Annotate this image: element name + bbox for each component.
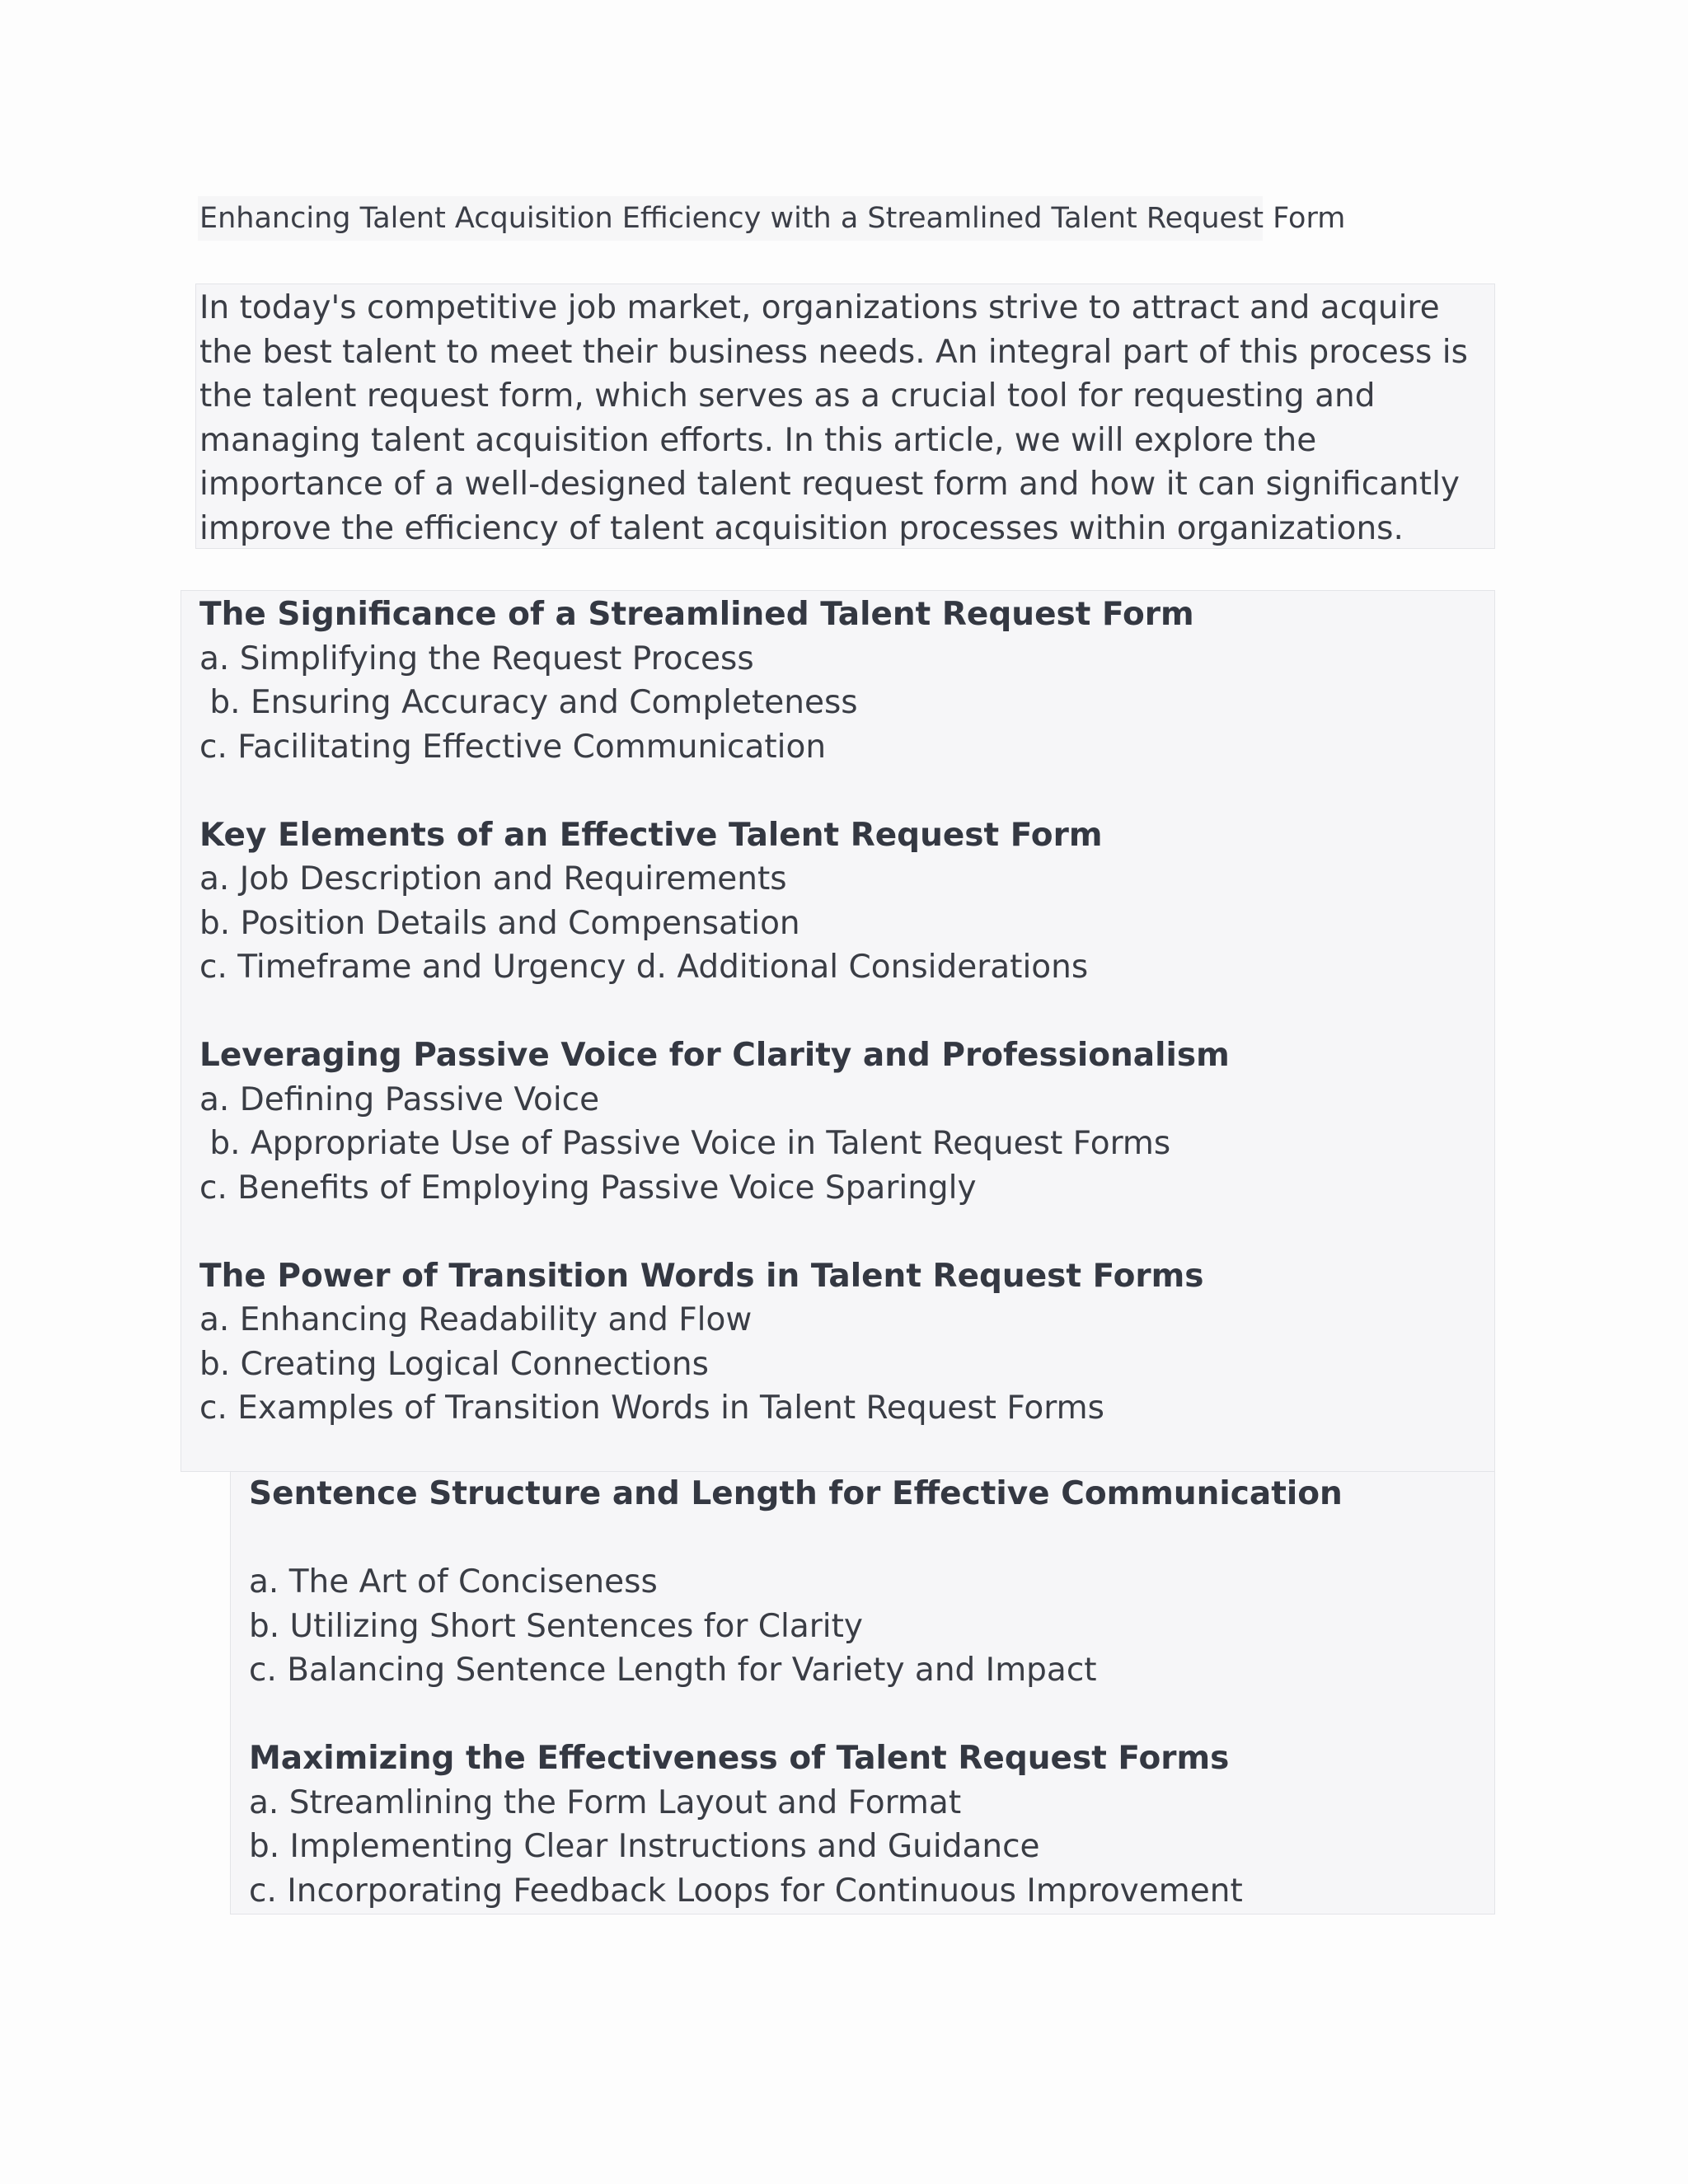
- section-item: a. Job Description and Requirements: [199, 860, 787, 898]
- section-item: a. Simplifying the Request Process: [199, 640, 754, 677]
- section-item: c. Benefits of Employing Passive Voice Sparingly: [199, 1169, 977, 1207]
- outline-section: [199, 1254, 1494, 1431]
- section-heading: Maximizing the Effectiveness of Talent Request Forms: [249, 1740, 1230, 1778]
- section-item: a. Enhancing Readability and Flow: [199, 1301, 753, 1339]
- section-heading: Key Elements of an Effective Talent Request Form: [199, 816, 1103, 854]
- outline-block-2: [230, 1472, 1495, 1915]
- document-title: Enhancing Talent Acquisition Efficiency with a Streamlined Talent Request Form: [198, 196, 1263, 241]
- intro-paragraph: In today's competitive job market, organizations strive to attract and acquire the best talent to meet their business needs. An integral part of this process is the talent request form, which serves as a crucial tool for requesting and managing talent acquisition efforts. In this article, we will explore the importance of a well-designed talent request form and how it can significantly improve the efficiency of talent acquisition processes within organizations.: [195, 284, 1495, 549]
- blank-line: [249, 1516, 1494, 1561]
- section-heading: The Significance of a Streamlined Talent Request Form: [199, 596, 1194, 633]
- outline-section: [249, 1736, 1494, 1913]
- section-heading: The Power of Transition Words in Talent Request Forms: [199, 1257, 1204, 1295]
- section-item: a. The Art of Conciseness: [249, 1563, 658, 1601]
- outline-section: [249, 1472, 1494, 1693]
- section-item: c. Balancing Sentence Length for Variety and Impact: [249, 1652, 1097, 1689]
- section-item: b. Creating Logical Connections: [199, 1345, 709, 1383]
- outline-section: [199, 1033, 1494, 1210]
- section-item: c. Examples of Transition Words in Talent Request Forms: [199, 1390, 1104, 1427]
- section-item: c. Facilitating Effective Communication: [199, 728, 827, 766]
- section-heading: Sentence Structure and Length for Effective Communication: [249, 1475, 1343, 1512]
- section-item: b. Position Details and Compensation: [199, 904, 800, 942]
- section-item: a. Defining Passive Voice: [199, 1080, 600, 1118]
- outline-section: [199, 813, 1494, 990]
- section-item: c. Timeframe and Urgency d. Additional Considerations: [199, 949, 1089, 987]
- section-item: b. Implementing Clear Instructions and Guidance: [249, 1828, 1040, 1866]
- section-item: a. Streamlining the Form Layout and Format: [249, 1783, 962, 1821]
- section-item: c. Incorporating Feedback Loops for Continuous Improvement: [249, 1872, 1243, 1910]
- section-heading: Leveraging Passive Voice for Clarity and Professionalism: [199, 1037, 1230, 1075]
- outline-block-1: [181, 590, 1495, 1472]
- outline-section: [199, 593, 1494, 769]
- section-item: b. Appropriate Use of Passive Voice in Talent Request Forms: [199, 1125, 1171, 1163]
- section-item: b. Ensuring Accuracy and Completeness: [199, 684, 858, 721]
- section-item: b. Utilizing Short Sentences for Clarity: [249, 1607, 863, 1645]
